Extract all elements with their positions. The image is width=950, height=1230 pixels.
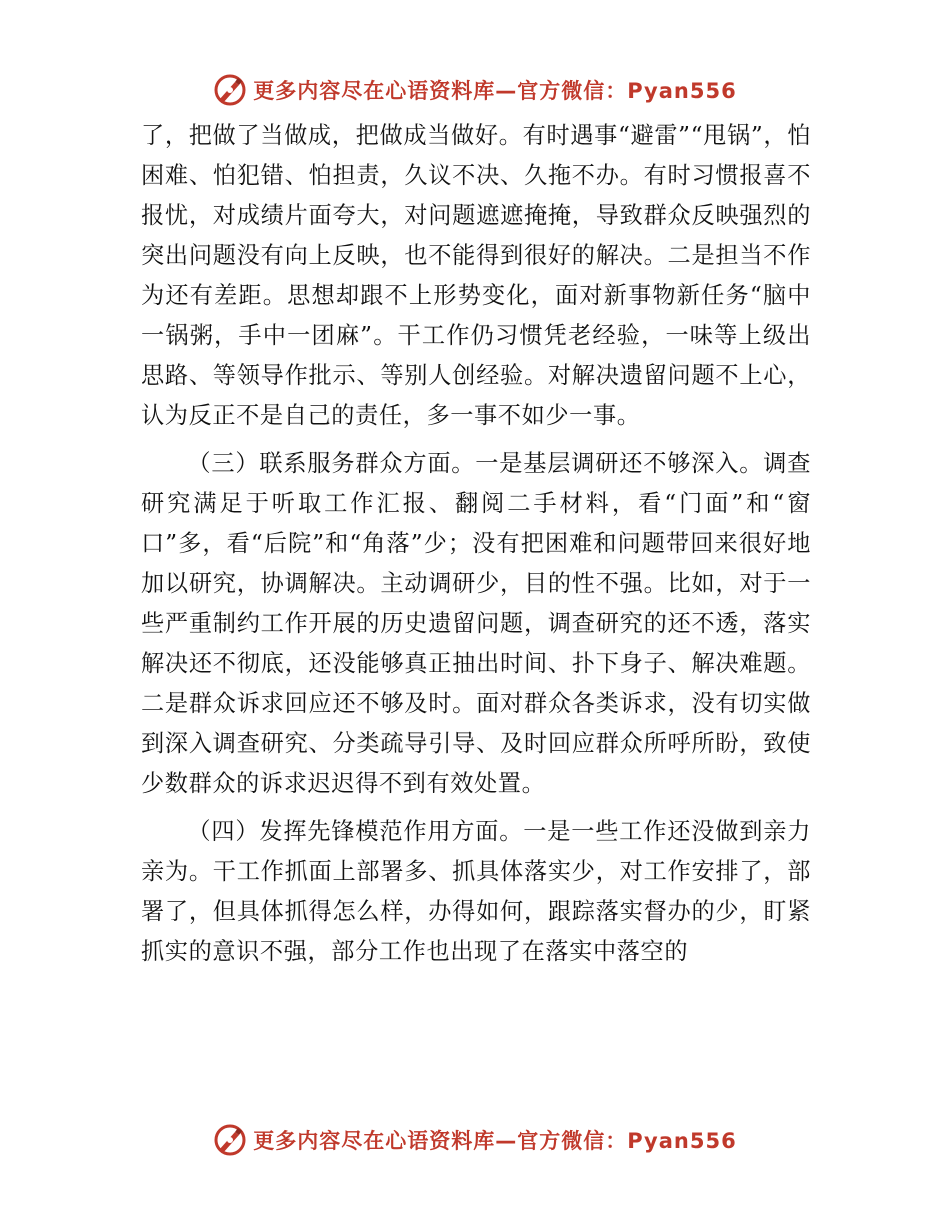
paragraph-section-4: （四）发挥先锋模范作用方面。一是一些工作还没做到亲力亲为。干工作抓面上部署多、抓具体落实少，对工作安排了，部署了，但具体抓得怎么样，办得如何，跟踪落实督办的少，盯紧抓实的意识不强，部分工作也出现了在落实中落空的	[141, 818, 811, 965]
pen-circle-logo-icon	[213, 1123, 247, 1157]
footer-banner-inner	[213, 1123, 736, 1157]
pen-circle-logo-icon	[213, 73, 247, 107]
footer-banner	[0, 1120, 950, 1160]
paragraph-continuation: 了，把做了当做成，把做成当做好。有时遇事“避雷”“甩锅”，怕困难、怕犯错、怕担责，久议不决、久拖不办。有时习惯报喜不报忧，对成绩片面夸大，对问题遮遮掩掩，导致群众反映强烈的突出问题没有向上反映，也不能得到很好的解决。二是担当不作为还有差距。思想却跟不上形势变化，面对新事物新任务“脑中一锅粥，手中一团麻”。干工作仍习惯凭老经验，一味等上级出思路、等领导作批示、等别人创经验。对解决遗留问题不上心，认为反正不是自己的责任，多一事不如少一事。	[141, 122, 811, 429]
header-banner-text: 更多内容尽在心语资料库—官方微信：Pyan556	[253, 79, 737, 103]
header-banner	[0, 70, 950, 110]
paragraph-section-3: （三）联系服务群众方面。一是基层调研还不够深入。调查研究满足于听取工作汇报、翻阅二手材料，看“门面”和“窗口”多，看“后院”和“角落”少；没有把困难和问题带回来很好地加以研究，协调解决。主动调研少，目的性不强。比如，对于一些严重制约工作开展的历史遗留问题，调查研究的还不透，落实解决还不彻底，还没能够真正抽出时间、扑下身子、解决难题。二是群众诉求回应还不够及时。面对群众各类诉求，没有切实做到深入调查研究、分类疏导引导、及时回应群众所呼所盼，致使少数群众的诉求迟迟得不到有效处置。	[141, 450, 811, 797]
document-body	[141, 116, 811, 972]
header-banner-inner	[213, 73, 736, 107]
footer-banner-text: 更多内容尽在心语资料库—官方微信：Pyan556	[253, 1129, 737, 1153]
